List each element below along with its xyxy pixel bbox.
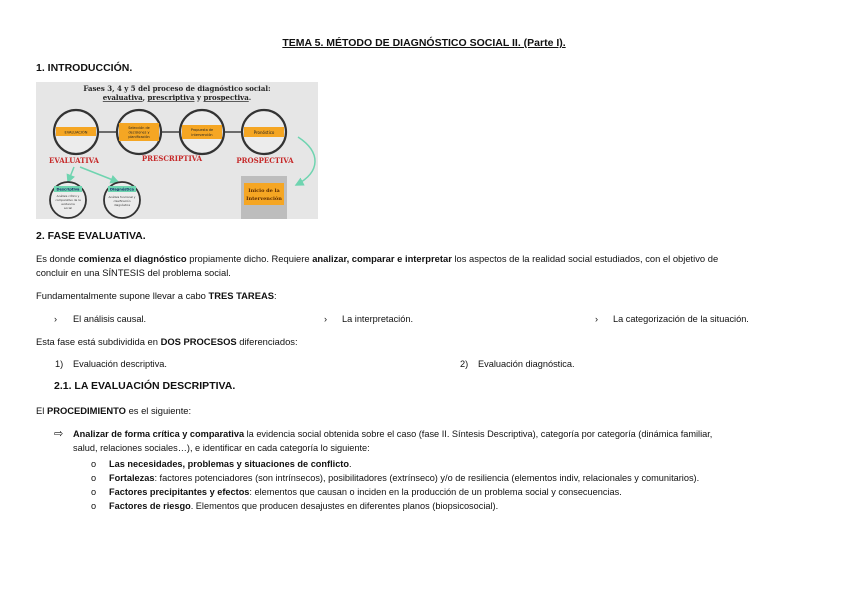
- label-prospectiva: PROSPECTIVA: [236, 156, 294, 165]
- section-2-1-heading: 2.1. LA EVALUACIÓN DESCRIPTIVA.: [54, 380, 236, 392]
- main-point-line-1: Analizar de forma crítica y comparativa la evidencia social obtenida sobre el caso (fase II. Síntesis Descriptiva), categoría por categoría (dinámica familiar,: [73, 429, 713, 439]
- circle-bullet-icon: o: [91, 501, 97, 511]
- diagnostica-line3: diagnóstica: [113, 203, 131, 207]
- evaluacion-box-label: EVALUACIÓN: [64, 130, 88, 135]
- task-item: El análisis causal.: [73, 314, 147, 324]
- descriptiva-line2: comparativo de la: [55, 198, 81, 202]
- seleccion-box-line3: planificación: [128, 135, 150, 139]
- process-item: Evaluación diagnóstica.: [478, 359, 575, 369]
- page-title: TEMA 5. MÉTODO DE DIAGNÓSTICO SOCIAL II. (Parte I).: [282, 37, 566, 49]
- section-2-paragraph-2: Fundamentalmente supone llevar a cabo TRES TAREAS:: [36, 290, 277, 301]
- diagnostica-line1: Análisis funcional y: [108, 195, 136, 199]
- task-item: La categorización de la situación.: [613, 314, 749, 324]
- sub-item: Factores de riesgo. Elementos que producen desajustes en diferentes planos (biopsicosocial).: [109, 501, 499, 511]
- task-item: La interpretación.: [342, 314, 413, 324]
- arrow-icon: ⇨: [54, 428, 64, 440]
- task-bullet-icon: ›: [595, 314, 599, 324]
- label-evaluativa: EVALUATIVA: [49, 156, 99, 165]
- figure-title-line2: evaluativa, prescriptiva y prospectiva.: [102, 93, 252, 102]
- sub-item: Fortalezas: factores potenciadores (son intrínsecos), posibilitadores (extrínseco) y/o de resiliencia (elementos indiv, relacionales y comunitarios).: [109, 473, 700, 483]
- task-bullet-icon: ›: [54, 314, 58, 324]
- descriptiva-title: Descriptiva: [56, 187, 80, 192]
- section-1-heading: 1. INTRODUCCIÓN.: [36, 62, 133, 74]
- descriptiva-line1: Análisis crítico y: [56, 194, 80, 198]
- sub-item: Factores precipitantes y efectos: elementos que causan o inciden en la producción de un problema social y consecuencias.: [109, 487, 622, 497]
- procedimiento-paragraph: El PROCEDIMIENTO es el siguiente:: [36, 405, 192, 416]
- main-point-line-2: salud, relaciones sociales…), e identificar en cada categoría lo siguiente:: [73, 443, 370, 453]
- process-number: 2): [460, 359, 469, 369]
- diagnostica-title: Diagnóstica: [110, 187, 134, 192]
- inicio-line2: Intervención: [246, 196, 282, 202]
- process-number: 1): [55, 359, 64, 369]
- descriptiva-line3: evidencia: [61, 202, 75, 206]
- task-bullet-icon: ›: [324, 314, 328, 324]
- sub-item: Las necesidades, problemas y situaciones de conflicto.: [109, 459, 352, 469]
- propuesta-box-line2: intervención: [191, 133, 213, 137]
- propuesta-box-line1: Propuesta de: [190, 128, 214, 132]
- circle-bullet-icon: o: [91, 459, 97, 469]
- inicio-line1: Inicio de la: [248, 188, 280, 194]
- circle-bullet-icon: o: [91, 487, 97, 497]
- label-prescriptiva: PRESCRIPTIVA: [141, 154, 203, 163]
- circle-bullet-icon: o: [91, 473, 97, 483]
- section-2-paragraph-3: Esta fase está subdividida en DOS PROCESOS diferenciados:: [36, 336, 298, 347]
- figure-title-line1: Fases 3, 4 y 5 del proceso de diagnóstico social:: [83, 84, 271, 93]
- section-2-paragraph-1-line-2: concluir en una SÍNTESIS del problema social.: [36, 267, 231, 278]
- diagnostic-phases-figure: [36, 82, 318, 219]
- process-item: Evaluación descriptiva.: [73, 359, 167, 369]
- section-2-paragraph-1-line-1: Es donde comienza el diagnóstico propiamente dicho. Requiere analizar, comparar e interpretar los aspectos de la realidad social estudiados, con el objetivo de: [36, 253, 719, 264]
- diagnostica-line2: clasificación: [113, 199, 131, 203]
- section-2-heading: 2. FASE EVALUATIVA.: [36, 230, 146, 242]
- seleccion-box-line2: decisiones y: [128, 130, 150, 135]
- pronostico-box-label: Pronóstico: [253, 130, 275, 135]
- seleccion-box-line1: Selección de: [128, 126, 150, 130]
- descriptiva-line4: social: [64, 206, 72, 210]
